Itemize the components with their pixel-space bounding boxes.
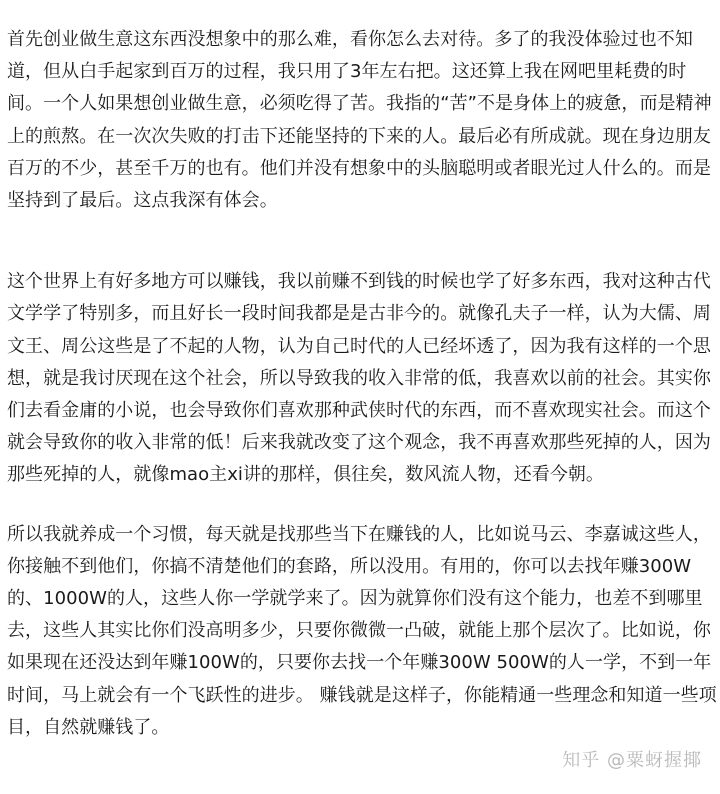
paragraph-2: 这个世界上有好多地方可以赚钱，我以前赚不到钱的时候也学了好多东西，我对这种古代文学学了特别多，而且好长一段时间我都是是古非今的。就像孔夫子一样，认为大儒、周文王、周公这些是了不起的人物，认为自己时代的人已经坏透了，因为我有这样的一个思想，就是我讨厌现在这个社会，所以导致我的收入非常的低，我喜欢以前的社会。其实你们去看金庸的小说，也会导致你们喜欢那种武侠时代的东西，而不喜欢现实社会。而这个就会导致你的收入非常的低！后来我就改变了这个观念，我不再喜欢那些死掉的人，因为那些死掉的人，就像mao主xi讲的那样，俱往矣，数风流人物，还看今朝。 bbox=[7, 271, 711, 486]
zhihu-watermark: 知乎 @粟蚜握揶 bbox=[562, 750, 702, 771]
paragraph-3: 所以我就养成一个习惯，每天就是找那些当下在赚钱的人，比如说马云、李嘉诚这些人，你接触不到他们，你搞不清楚他们的套路，所以没用。有用的，你可以去找年赚300W的、1000W的人，这些人你一学就学来了。因为就算你们没有这个能力，也差不到哪里去，这些人其实比你们没高明多少，只要你微微一凸破，就能上那个层次了。比如说，你如果现在还没达到年赚100W的，只要你去找一个年赚300W 500W的人一学，不到一年时间，马上就会有一个飞跃性的进步。 赚钱就是这样子，你能精通一些理念和知道一些项目，自然就赚钱了。 bbox=[7, 523, 717, 738]
article-body bbox=[7, 4, 719, 744]
paragraph-1: 首先创业做生意这东西没想象中的那么难，看你怎么去对待。多了的我没体验过也不知道，但从白手起家到百万的过程，我只用了3年左右把。这还算上我在网吧里耗费的时间。一个人如果想创业做生意，必须吃得了苦。我指的“苦”不是身体上的疲惫，而是精神上的煎熬。在一次次失败的打击下还能坚持的下来的人。最后必有所成就。现在身边朋友百万的不少，甚至千万的也有。他们并没有想象中的头脑聪明或者眼光过人什么的。而是坚持到了最后。这点我深有体会。 bbox=[7, 29, 712, 212]
